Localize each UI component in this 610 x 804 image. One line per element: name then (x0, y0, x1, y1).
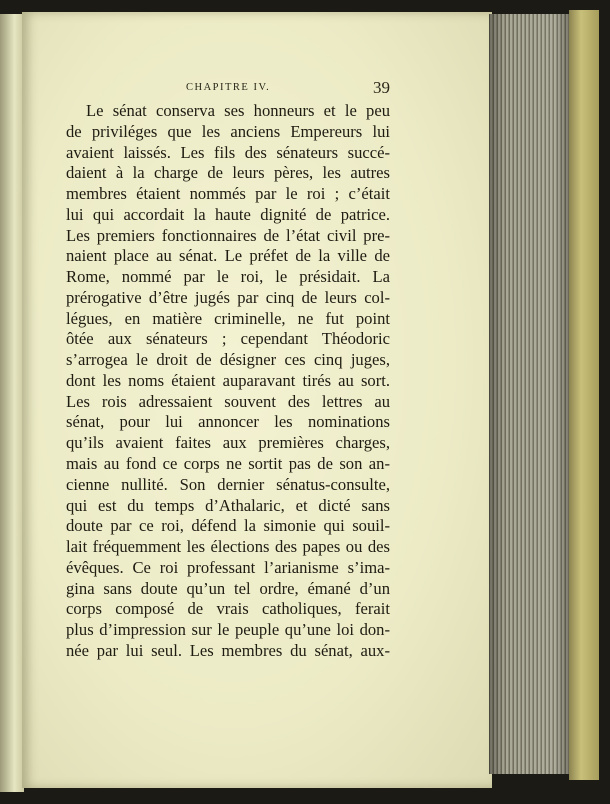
body-text (66, 101, 390, 662)
text-line: cienne nullité. Son dernier sénatus-consulte, (66, 474, 390, 494)
text-line: doute par ce roi, défend la simonie qui souil- (66, 516, 390, 536)
text-line: mais au fond ce corps ne sortit pas de son an- (66, 454, 390, 474)
text-line: évêques. Ce roi professant l’arianisme s’ima- (66, 557, 390, 577)
facing-page-edge (0, 14, 24, 792)
text-line: dont les noms étaient auparavant tirés au sort. (66, 370, 390, 390)
text-line: sénat, pour lui annoncer les nominations (66, 412, 390, 432)
text-line: prérogative d’être jugés par cinq de leurs col- (66, 287, 390, 307)
running-title: CHAPITRE IV. (186, 82, 271, 93)
text-line: avaient laissés. Les fils des sénateurs succé- (66, 142, 390, 162)
page-number: 39 (373, 78, 390, 97)
text-line: légues, en matière criminelle, ne fut point (66, 308, 390, 328)
text-line: naient place au sénat. Le préfet de la ville de (66, 246, 390, 266)
text-line: corps composé de vrais catholiques, ferait (66, 599, 390, 619)
text-line: daient à la charge de leurs pères, les autres (66, 163, 390, 183)
text-line: Les rois adressaient souvent des lettres au (66, 391, 390, 411)
page-fore-edges (489, 14, 571, 774)
text-line: Rome, nommé par le roi, le présidait. La (66, 267, 390, 287)
text-line: lait fréquemment les élections des papes ou des (66, 537, 390, 557)
text-line: Le sénat conserva ses honneurs et le peu (86, 101, 390, 120)
book-cover-board (569, 10, 599, 780)
text-line: Les premiers fonctionnaires de l’état civil pre- (66, 225, 390, 245)
page-header (66, 78, 390, 98)
text-line: qu’ils avaient faites aux premières charges, (66, 433, 390, 453)
text-line: née par lui seul. Les membres du sénat, aux- (66, 640, 390, 660)
text-line: lui qui accordait la haute dignité de patrice. (66, 204, 390, 224)
text-line: membres étaient nommés par le roi ; c’était (66, 184, 390, 204)
text-line: gina sans doute qu’un tel ordre, émané d’un (66, 578, 390, 598)
text-line: ôtée aux sénateurs ; cependant Théodoric (66, 329, 390, 349)
text-line: plus d’impression sur le peuple qu’une loi don- (66, 620, 390, 640)
text-line: s’arrogea le droit de désigner ces cinq juges, (66, 350, 390, 370)
text-line: de priviléges que les anciens Empereurs lui (66, 121, 390, 141)
text-line: qui est du temps d’Athalaric, et dicté sans (66, 495, 390, 515)
